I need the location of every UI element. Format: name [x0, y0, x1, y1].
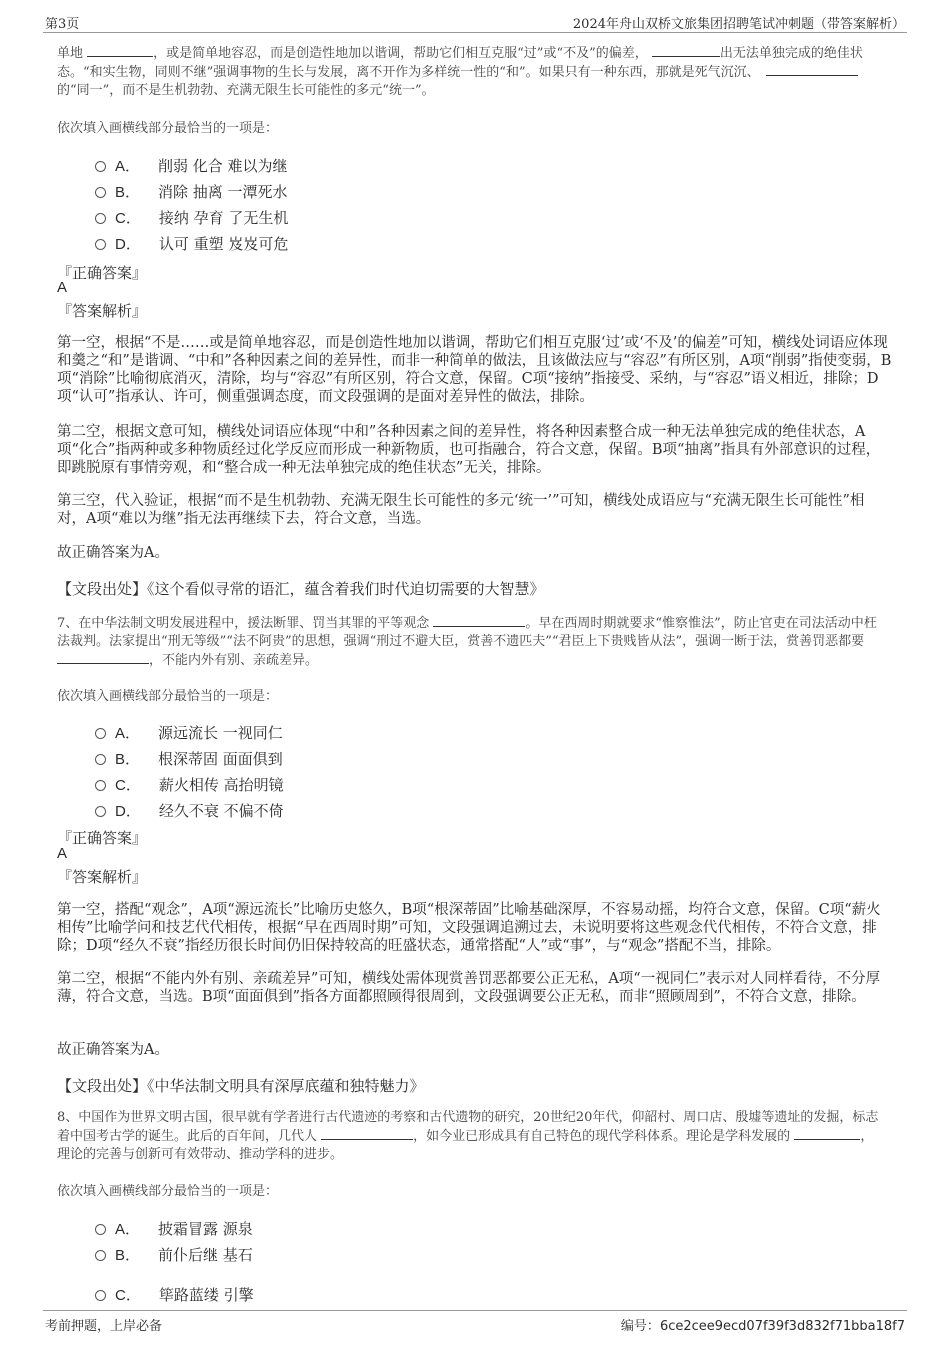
- analysis-conclusion: 故正确答案为A。: [57, 1042, 169, 1058]
- q7-option-d[interactable]: [95, 800, 284, 820]
- option-text: 前仆后继 基石: [158, 1246, 253, 1264]
- analysis-paragraph: 第二空，根据文意可知，横线处词语应体现“中和”各种因素之间的差异性，将各种因素整合成一种无法单独完成的绝佳状态，A项“化合”指两种或多种物质经过化学反应而形成一种新物质，也可指融合，符合文意，保留。B项“抽离”指具有外部意识的过程，即跳脱原有事情旁观，和“整合成一种无法单独完成的绝佳状态”无关，排除。: [57, 424, 881, 476]
- option-letter: D．: [115, 803, 141, 820]
- radio-button-icon[interactable]: [95, 780, 106, 791]
- answer-blank: [766, 63, 858, 76]
- answer-blank: [794, 1127, 860, 1140]
- page-footer: [43, 1310, 907, 1337]
- document-id-label: 编号：: [620, 1319, 660, 1334]
- radio-button-icon[interactable]: [95, 239, 106, 250]
- q7-stem-text: ，不能内外有别、亲疏差异。: [149, 653, 319, 668]
- option-text: 披霜冒露 源泉: [158, 1220, 253, 1238]
- q7-prompt: 依次填入画横线部分最恰当的一项是：: [57, 689, 279, 704]
- source-label: 【文段出处】: [57, 580, 148, 598]
- q7-stem-text: 法裁判。法家提出“刑无等级”“法不阿贵”的思想，强调“刑过不避大臣，赏善不遗匹夫”“君臣上下贵贱皆从法”，强调一断于法，赏善罚恶都要: [57, 634, 865, 649]
- q7-option-b[interactable]: [95, 748, 283, 768]
- radio-button-icon[interactable]: [95, 187, 106, 198]
- q6-option-b[interactable]: [95, 181, 288, 201]
- q8-stem-text: ，如今业已形成具有自己特色的现代学科体系。理论是学科发展的: [413, 1129, 791, 1144]
- document-title: 2024年舟山双桥文旅集团招聘笔试冲刺题（带答案解析）: [572, 17, 905, 32]
- correct-answer: A: [57, 845, 68, 862]
- q6-option-c[interactable]: [95, 207, 288, 227]
- q8-stem-text: ，: [860, 1129, 874, 1144]
- q6-option-d[interactable]: [95, 233, 288, 253]
- option-letter: B．: [115, 751, 141, 768]
- radio-button-icon[interactable]: [95, 728, 106, 739]
- radio-button-icon[interactable]: [95, 754, 106, 765]
- option-text: 源远流长 一视同仁: [158, 724, 283, 742]
- radio-button-icon[interactable]: [95, 806, 106, 817]
- option-letter: A．: [115, 725, 141, 742]
- q7-stem: [57, 614, 893, 670]
- q7-stem-text: 。早在西周时期就要求“惟察惟法”，防止官吏在司法活动中枉: [525, 616, 877, 631]
- analysis-paragraph: 第一空，搭配“观念”，A项“源远流长”比喻历史悠久，B项“根深蒂固”比喻基础深厚，不容易动摇，均符合文意，保留。C项“薪火相传”比喻学问和技艺代代相传，根据“早在西周时期”可知，文段强调追溯过去，未说明要将这些观念代代相传，不符合文意，排除；D项“经久不衰”指经历很长时间仍旧保持较高的旺盛状态，通常搭配“人”或“事”，与“观念”搭配不当，排除。: [57, 902, 881, 954]
- option-letter: A．: [115, 1221, 141, 1238]
- option-text: 接纳 孕育 了无生机: [158, 209, 289, 227]
- q8-stem-text: 8、中国作为世界文明古国，很早就有学者进行古代遗迹的考察和古代遗物的研究，20世纪20年代，仰韶村、周口店、殷墟等遗址的发掘，标志: [57, 1110, 879, 1125]
- footer-slogan: 考前押题，上岸必备: [45, 1319, 163, 1334]
- answer-blank: [321, 1127, 413, 1140]
- q6-stem: [57, 44, 893, 100]
- radio-button-icon[interactable]: [95, 213, 106, 224]
- q6-stem-text: 出无法单独完成的绝佳状: [719, 46, 863, 61]
- q7-option-c[interactable]: [95, 774, 284, 794]
- option-letter: A．: [115, 158, 141, 175]
- radio-button-icon[interactable]: [95, 161, 106, 172]
- radio-button-icon[interactable]: [95, 1224, 106, 1235]
- analysis-label: 『答案解析』: [57, 302, 148, 320]
- radio-button-icon[interactable]: [95, 1250, 106, 1261]
- analysis-conclusion: 故正确答案为A。: [57, 545, 169, 561]
- option-text: 薪火相传 高抬明镜: [158, 776, 284, 794]
- option-text: 筚路蓝缕 引擎: [158, 1286, 254, 1304]
- answer-label: 『正确答案』: [57, 264, 148, 282]
- q8-option-b[interactable]: [95, 1244, 253, 1264]
- option-text: 经久不衰 不偏不倚: [158, 802, 284, 820]
- source-label: 【文段出处】: [57, 1077, 148, 1095]
- q8-stem: [57, 1109, 893, 1164]
- answer-blank: [87, 44, 153, 57]
- source-citation: [57, 1075, 425, 1096]
- analysis-paragraph: 第二空，根据“不能内外有别、亲疏差异”可知，横线处需体现赏善罚恶都要公正无私，A项“一视同仁”表示对人同样看待，不分厚薄，符合文意，当选。B项“面面俱到”指各方面都照顾得很周到，文段强调要公正无私，而非“照顾周到”，不符合文意，排除。: [57, 971, 881, 1005]
- analysis-paragraph: 第一空，根据“不是……或是简单地容忍，而是创造性地加以谐调，帮助它们相互克服‘过’或‘不及’的偏差”可知，横线处词语应体现和羹之“和”是谐调、“中和”各种因素之间的差异性，而非一种简单的做法，且该做法应与“容忍”有所区别，A项“削弱”指使变弱，B项“消除”比喻彻底消灭，清除，均与“容忍”有所区别，符合文意，保留。C项“接纳”指接受、采纳，与“容忍”语义相近，排除；D项“认可”指承认、许可，侧重强调态度，而文段强调的是面对差异性的做法，排除。: [57, 335, 892, 405]
- option-letter: C．: [115, 210, 141, 227]
- option-letter: C．: [115, 777, 141, 794]
- q6-prompt: 依次填入画横线部分最恰当的一项是：: [57, 121, 279, 136]
- option-letter: D．: [115, 236, 141, 253]
- q7-stem-text: 7、在中华法制文明发展进程中，援法断罪、罚当其罪的平等观念: [57, 616, 430, 631]
- correct-answer: A: [57, 279, 68, 296]
- option-text: 根深蒂固 面面俱到: [158, 750, 283, 768]
- analysis-paragraph: 第三空，代入验证，根据“而不是生机勃勃、充满无限生长可能性的多元‘统一’”可知，横线处成语应与“充满无限生长可能性”相对，A项“难以为继”指无法再继续下去，符合文意，当选。: [57, 493, 865, 527]
- q8-stem-text: 理论的完善与创新可有效带动、推动学科的进步。: [57, 1147, 344, 1162]
- q6-option-a[interactable]: [95, 155, 288, 175]
- q8-option-c[interactable]: [95, 1284, 254, 1304]
- q6-stem-text: 态。“和实生物，同则不继”强调事物的生长与发展，离不开作为多样统一性的“和”。如果只有一种东西，那就是死气沉沉、: [57, 65, 760, 80]
- q6-stem-text: 的“同一”，而不是生机勃勃、充满无限生长可能性的多元“统一”。: [57, 83, 435, 98]
- option-letter: B．: [115, 184, 141, 201]
- source-title: 《中华法制文明具有深厚底蕴和独特魅力》: [147, 1077, 425, 1095]
- page-number: 第3页: [45, 17, 80, 32]
- analysis-label: 『答案解析』: [57, 868, 148, 886]
- answer-blank: [652, 44, 720, 57]
- option-letter: C．: [115, 1287, 141, 1304]
- q8-prompt: 依次填入画横线部分最恰当的一项是：: [57, 1184, 279, 1199]
- q8-stem-text: 着中国考古学的诞生。此后的百年间，几代人: [57, 1129, 318, 1144]
- option-letter: B．: [115, 1247, 141, 1264]
- page-header: [43, 10, 907, 33]
- q6-stem-text: 单地: [57, 46, 84, 61]
- q6-stem-text: ，或是简单地容忍，而是创造性地加以谐调，帮助它们相互克服“过”或“不及”的偏差，: [153, 46, 648, 61]
- answer-blank: [57, 651, 149, 664]
- document-id: [621, 1315, 905, 1334]
- source-title: 《这个看似寻常的语汇，蕴含着我们时代迫切需要的大智慧》: [147, 580, 545, 598]
- option-text: 消除 抽离 一潭死水: [158, 183, 288, 201]
- q7-option-a[interactable]: [95, 722, 283, 742]
- answer-blank: [433, 614, 525, 627]
- option-text: 认可 重塑 岌岌可危: [158, 235, 289, 253]
- radio-button-icon[interactable]: [95, 1290, 106, 1301]
- source-citation: [57, 578, 545, 599]
- q8-option-a[interactable]: [95, 1218, 253, 1238]
- option-text: 削弱 化合 难以为继: [158, 157, 288, 175]
- answer-label: 『正确答案』: [57, 829, 148, 847]
- document-id-code: 6ce2cee9ecd07f39f3d832f71bba18f7: [659, 1319, 905, 1334]
